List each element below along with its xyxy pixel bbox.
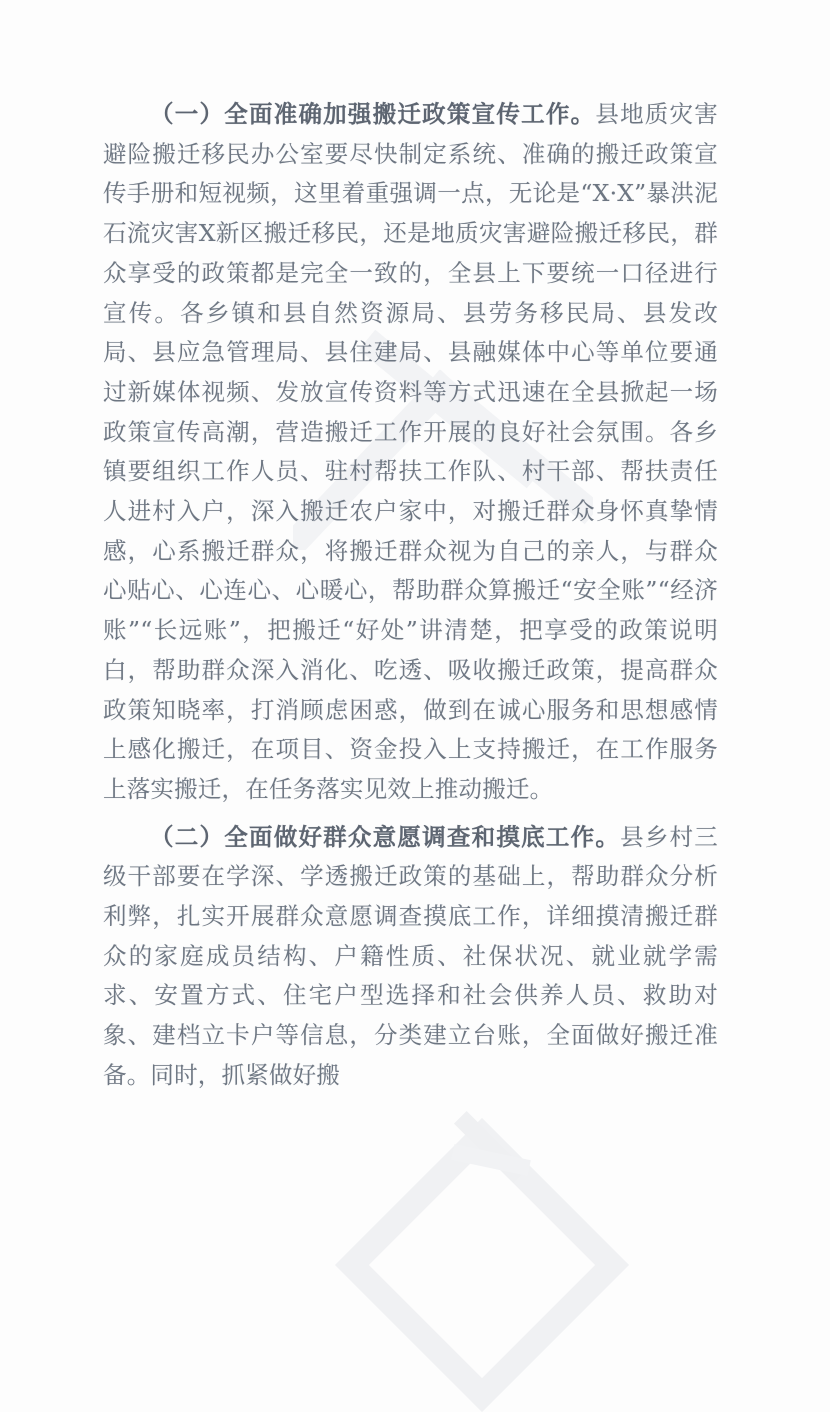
paragraph-1-text: 县地质灾害避险搬迁移民办公室要尽快制定系统、准确的搬迁政策宣传手册和短视频，这里着重强调一点，无论是“X·X”暴洪泥石流灾害X新区搬迁移民，还是地质灾害避险搬迁移民，群众享受的政策都是完全一致的，全县上下要统一口径进行宣传。各乡镇和县自然资源局、县劳务移民局、县发改局、县应急管理局、县住建局、县融媒体中心等单位要通过新媒体视频、发放宣传资料等方式迅速在全县掀起一场政策宣传高潮，营造搬迁工作开展的良好社会氛围。各乡镇要组织工作人员、驻村帮扶工作队、村干部、帮扶责任人进村入户，深入搬迁农户家中，对搬迁群众身怀真挚情感，心系搬迁群众，将搬迁群众视为自己的亲人，与群众心贴心、心连心、心暖心，帮助群众算搬迁“安全账”“经济账”“长远账”，把搬迁“好处”讲清楚，把享受的政策说明白，帮助群众深入消化、吃透、吸收搬迁政策，提高群众政策知晓率，打消顾虑困惑，做到在诚心服务和思想感情上感化搬迁，在项目、资金投入上支持搬迁，在工作服务上落实搬迁，在任务落实见效上推动搬迁。 [103, 100, 718, 803]
paragraph-2-heading: （二）全面做好群众意愿调查和摸底工作。 [150, 822, 621, 851]
paragraph-1-heading: （一）全面准确加强搬迁政策宣传工作。 [150, 100, 596, 128]
watermark-diamond-inner-stroke-icon [454, 1111, 526, 1183]
document-body [103, 95, 718, 1096]
paragraph-2-text: 县乡村三级干部要在学深、学透搬迁政策的基础上，帮助群众分析利弊，扎实开展群众意愿调查摸底工作，详细摸清搬迁群众的家庭成员结构、户籍性质、社保状况、就业就学需求、安置方式、住宅户型选择和社会供养人员、救助对象、建档立卡户等信息，分类建立台账，全面做好搬迁准备。同时，抓紧做好搬 [103, 822, 718, 1089]
paragraph-policy-propaganda [103, 95, 718, 810]
watermark-diamond-icon [335, 1118, 629, 1412]
paragraph-survey-work [103, 818, 718, 1096]
watermark-diamond-inner-bar-icon [451, 1144, 531, 1176]
